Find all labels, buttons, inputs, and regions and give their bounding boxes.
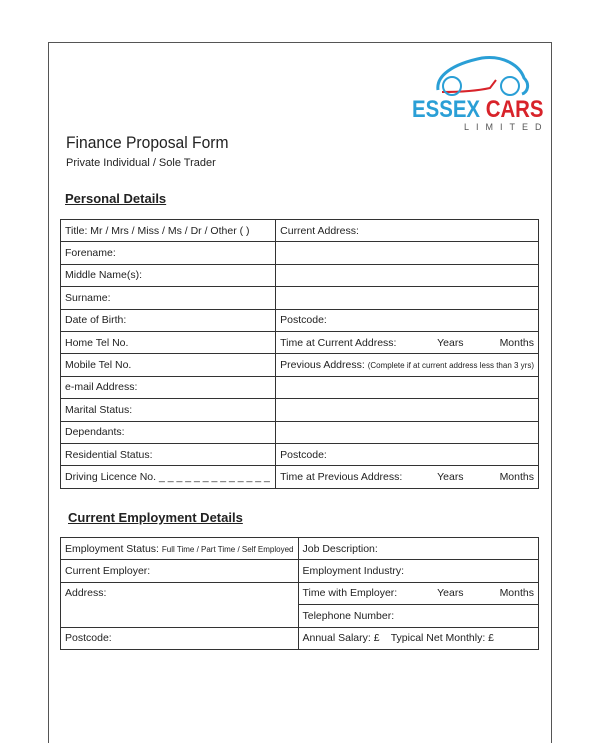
table-row [61, 242, 539, 264]
right-field[interactable]: Current Address: [276, 220, 539, 242]
months-label: Months [499, 587, 534, 600]
right-field[interactable]: Postcode: [276, 443, 539, 465]
personal-heading: Personal Details [65, 191, 167, 206]
table-row [61, 466, 539, 488]
previous-address-note: (Complete if at current address less than 3 yrs) [367, 361, 534, 371]
brand-name [412, 96, 544, 124]
time-with-employer-field[interactable] [298, 582, 539, 604]
brand-sub: LIMITED [464, 122, 549, 132]
left-field[interactable]: Surname: [61, 287, 276, 309]
table-row [61, 354, 539, 376]
label: Employment Status: [65, 542, 159, 555]
label: Time at Current Address: [280, 336, 397, 349]
left-field[interactable]: Residential Status: [61, 443, 276, 465]
table-row [61, 399, 539, 421]
right-field[interactable] [276, 354, 539, 376]
right-field[interactable] [276, 466, 539, 488]
brand-right: CARS [485, 96, 544, 123]
years-label: Years [437, 336, 464, 349]
left-field[interactable]: Home Tel No. [61, 331, 276, 353]
right-field[interactable] [276, 264, 539, 286]
personal-details-table [60, 219, 539, 489]
left-field[interactable]: Date of Birth: [61, 309, 276, 331]
left-field[interactable]: Marital Status: [61, 399, 276, 421]
years-label: Years [437, 587, 464, 600]
employer-postcode-field[interactable]: Postcode: [61, 627, 299, 649]
form-title: Finance Proposal Form [66, 133, 229, 152]
salary-field[interactable] [298, 627, 539, 649]
left-field[interactable]: e-mail Address: [61, 376, 276, 398]
brand-left: ESSEX [412, 96, 481, 123]
table-row [61, 627, 539, 649]
table-row [61, 309, 539, 331]
table-row [61, 287, 539, 309]
right-field[interactable] [276, 421, 539, 443]
table-row [61, 560, 539, 582]
left-field[interactable]: Dependants: [61, 421, 276, 443]
left-field[interactable]: Title: Mr / Mrs / Miss / Ms / Dr / Other ( ) [61, 220, 276, 242]
table-row [61, 443, 539, 465]
table-row [61, 331, 539, 353]
left-field[interactable]: Forename: [61, 242, 276, 264]
job-description-field[interactable]: Job Description: [298, 538, 539, 560]
employment-industry-field[interactable]: Employment Industry: [298, 560, 539, 582]
right-field[interactable] [276, 287, 539, 309]
years-label: Years [437, 470, 464, 483]
net-monthly-label: Typical Net Monthly: £ [390, 632, 494, 645]
months-label: Months [499, 470, 534, 483]
employment-status-field[interactable] [61, 538, 299, 560]
left-field[interactable]: Driving Licence No. _ _ _ _ _ _ _ _ _ _ _ _ _ [61, 466, 276, 488]
table-row [61, 421, 539, 443]
employer-address-field[interactable]: Address: [61, 582, 299, 627]
label: Time at Previous Address: [280, 470, 403, 483]
right-field[interactable] [276, 242, 539, 264]
right-field[interactable] [276, 376, 539, 398]
table-row [61, 264, 539, 286]
annual-salary-label: Annual Salary: £ [302, 632, 380, 645]
form-subtitle: Private Individual / Sole Trader [66, 157, 216, 169]
right-field[interactable] [276, 331, 539, 353]
label: Time with Employer: [302, 587, 398, 600]
telephone-field[interactable]: Telephone Number: [298, 605, 539, 627]
left-field[interactable]: Middle Name(s): [61, 264, 276, 286]
right-field[interactable] [276, 399, 539, 421]
table-row [61, 582, 539, 604]
current-employer-field[interactable]: Current Employer: [61, 560, 299, 582]
months-label: Months [499, 336, 534, 349]
table-row [61, 220, 539, 242]
label: Previous Address: [280, 359, 365, 372]
right-field[interactable]: Postcode: [276, 309, 539, 331]
table-row [61, 538, 539, 560]
left-field[interactable]: Mobile Tel No. [61, 354, 276, 376]
employment-table [60, 537, 539, 650]
status-options: Full Time / Part Time / Self Employed [161, 544, 294, 554]
employment-heading: Current Employment Details [68, 510, 243, 525]
table-row [61, 376, 539, 398]
